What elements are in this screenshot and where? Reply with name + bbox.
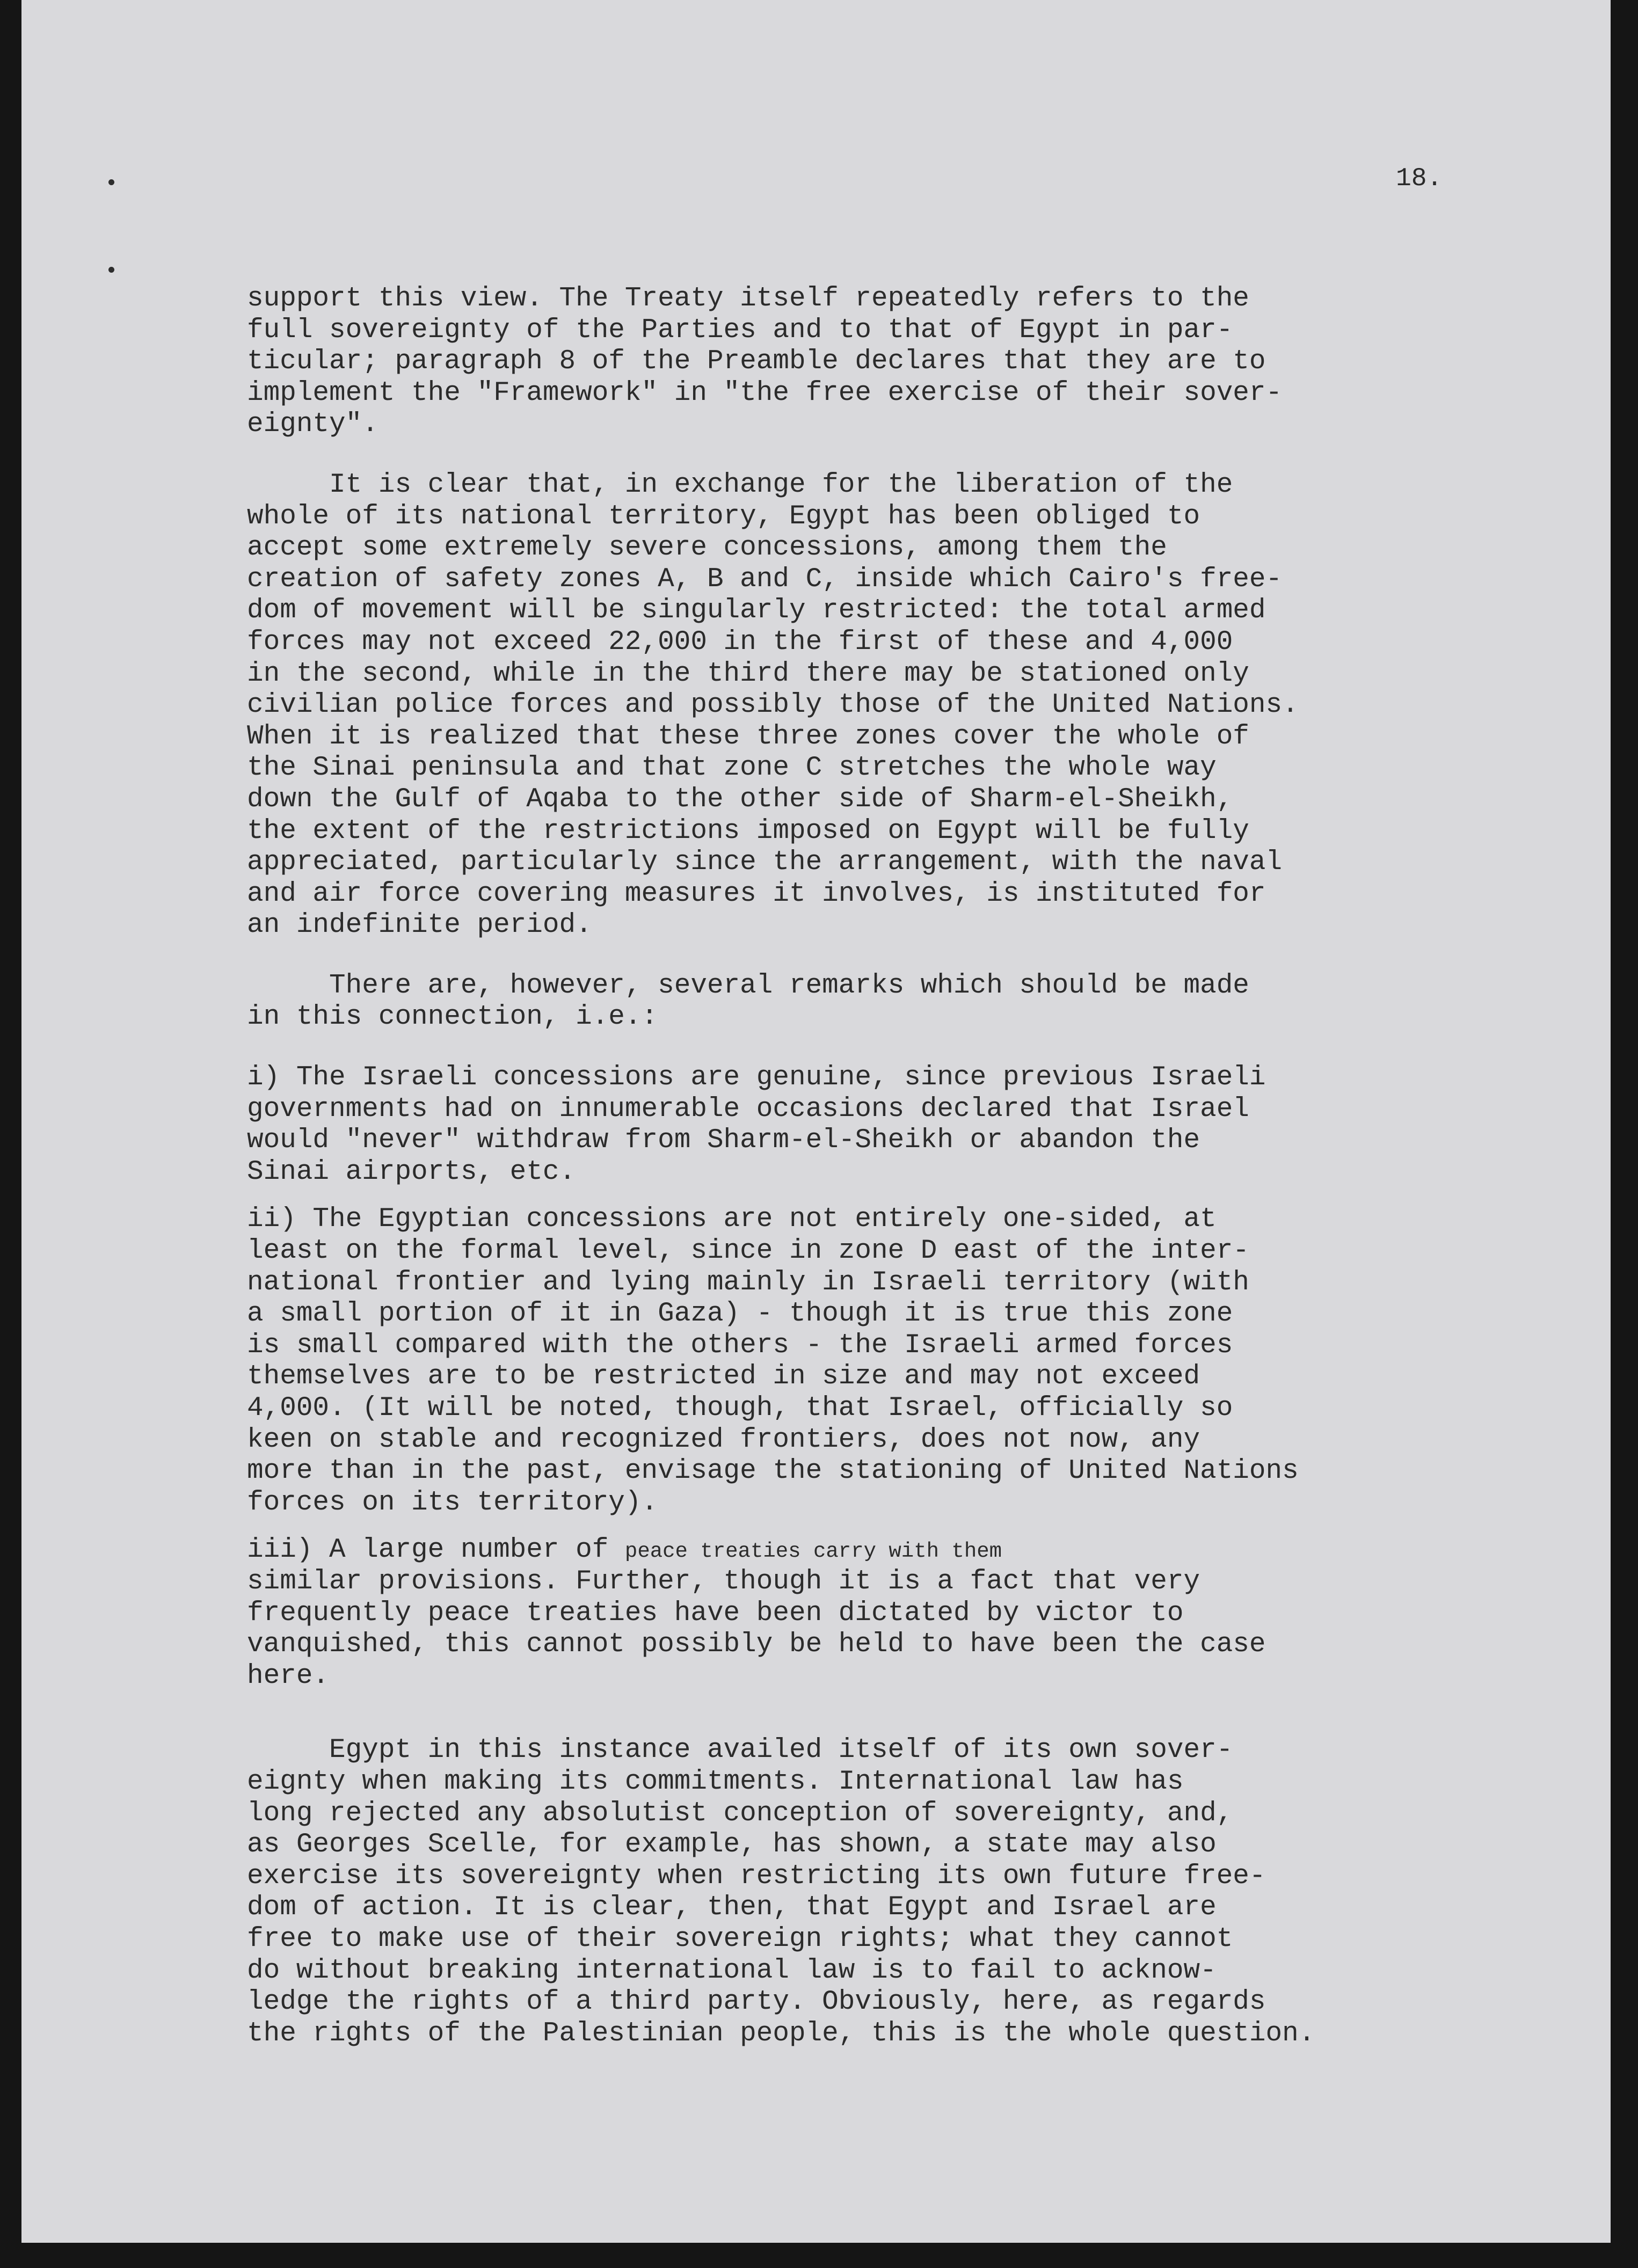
text-line: creation of safety zones A, B and C, inside which Cairo's free-	[247, 564, 1283, 595]
text-line: support this view. The Treaty itself repeatedly refers to the	[247, 283, 1249, 314]
paragraph-support	[247, 283, 1530, 441]
text-line: down the Gulf of Aqaba to the other side of Sharm-el-Sheikh,	[247, 784, 1233, 815]
text-line: 4,000. (It will be noted, though, that Israel, officially so	[247, 1393, 1233, 1424]
text-line: an indefinite period.	[247, 910, 592, 941]
punch-hole-mark-bottom	[108, 267, 114, 273]
small-typed-run: peace treaties carry with them	[624, 1540, 1002, 1564]
text-line: long rejected any absolutist conception of sovereignty, and,	[247, 1798, 1233, 1829]
item-gap	[247, 1519, 1530, 1535]
text-line: a small portion of it in Gaza) - though it is true this zone	[247, 1299, 1233, 1330]
text-line: similar provisions. Further, though it is a fact that very	[247, 1566, 1200, 1597]
item-gap	[247, 1188, 1530, 1204]
text-line: would "never" withdraw from Sharm-el-Sheikh or abandon the	[247, 1125, 1200, 1156]
text-line: and air force covering measures it involves, is instituted for	[247, 878, 1266, 909]
text-line: ledge the rights of a third party. Obviously, here, as regards	[247, 1987, 1266, 2018]
text-line: full sovereignty of the Parties and to that of Egypt in par-	[247, 315, 1233, 346]
text-line: keen on stable and recognized frontiers, does not now, any	[247, 1424, 1200, 1455]
remark-item-iii	[247, 1535, 1530, 1692]
remark-item-i	[247, 1062, 1530, 1188]
page-number: 18.	[1396, 164, 1443, 193]
text-line: do without breaking international law is to fail to acknow-	[247, 1955, 1217, 1986]
text-line: implement the "Framework" in "the free exercise of their sover-	[247, 377, 1283, 409]
text-line: eignty when making its commitments. International law has	[247, 1766, 1184, 1797]
text-line: i) The Israeli concessions are genuine, since previous Israeli	[247, 1062, 1266, 1093]
text-line: It is clear that, in exchange for the liberation of the	[247, 469, 1233, 500]
paragraph-concessions	[247, 470, 1530, 942]
text-line: forces may not exceed 22,000 in the first of these and 4,000	[247, 626, 1233, 658]
paragraph-gap	[247, 441, 1530, 470]
text-line: Egypt in this instance availed itself of its own sover-	[247, 1735, 1233, 1766]
text-line: more than in the past, envisage the stationing of United Nations	[247, 1456, 1299, 1487]
text-line: accept some extremely severe concessions, among them the	[247, 533, 1167, 564]
text-line: ii) The Egyptian concessions are not entirely one-sided, at	[247, 1204, 1217, 1235]
text-line: here.	[247, 1660, 330, 1691]
body-text	[247, 283, 1530, 2050]
document-page	[21, 0, 1611, 2243]
text-line: in the second, while in the third there may be stationed only	[247, 658, 1249, 689]
text-line: ticular; paragraph 8 of the Preamble declares that they are to	[247, 346, 1266, 377]
text-line: exercise its sovereignty when restricting its own future free-	[247, 1861, 1266, 1892]
text-line: national frontier and lying mainly in Israeli territory (with	[247, 1267, 1249, 1298]
text-line: is small compared with the others - the Israeli armed forces	[247, 1330, 1233, 1361]
text-line: the extent of the restrictions imposed on Egypt will be fully	[247, 815, 1249, 847]
text-line: eignty".	[247, 409, 378, 440]
text-line: themselves are to be restricted in size and may not exceed	[247, 1361, 1200, 1392]
text-line	[247, 1535, 1530, 1566]
paragraph-gap	[247, 1033, 1530, 1062]
text-line: forces on its territory).	[247, 1487, 658, 1518]
text-line: dom of movement will be singularly restricted: the total armed	[247, 595, 1266, 626]
text-line: vanquished, this cannot possibly be held to have been the case	[247, 1629, 1266, 1660]
text-line: When it is realized that these three zones cover the whole of	[247, 721, 1249, 752]
text-line: the Sinai peninsula and that zone C stretches the whole way	[247, 753, 1217, 784]
remark-item-ii	[247, 1204, 1530, 1519]
text-line: whole of its national territory, Egypt has been obliged to	[247, 501, 1200, 532]
text-line: free to make use of their sovereign rights; what they cannot	[247, 1923, 1233, 1955]
text-run: iii) A large number of	[247, 1535, 625, 1566]
paragraph-remarks	[247, 971, 1530, 1033]
paragraph-gap	[247, 942, 1530, 971]
text-line: appreciated, particularly since the arrangement, with the naval	[247, 847, 1283, 878]
text-line: frequently peace treaties have been dictated by victor to	[247, 1598, 1184, 1629]
text-line: in this connection, i.e.:	[247, 1002, 658, 1033]
text-line: the rights of the Palestinian people, this is the whole question.	[247, 2018, 1315, 2049]
paragraph-gap	[247, 1692, 1530, 1735]
text-line: There are, however, several remarks which should be made	[247, 970, 1249, 1001]
text-line: dom of action. It is clear, then, that Egypt and Israel are	[247, 1892, 1217, 1923]
paragraph-sovereignty	[247, 1735, 1530, 2050]
text-line: governments had on innumerable occasions declared that Israel	[247, 1093, 1249, 1125]
text-line: least on the formal level, since in zone D east of the inter-	[247, 1236, 1249, 1267]
text-line: as Georges Scelle, for example, has shown, a state may also	[247, 1829, 1217, 1861]
text-line: civilian police forces and possibly those of the United Nations.	[247, 690, 1299, 721]
punch-hole-mark-top	[108, 179, 114, 185]
text-line: Sinai airports, etc.	[247, 1156, 576, 1187]
